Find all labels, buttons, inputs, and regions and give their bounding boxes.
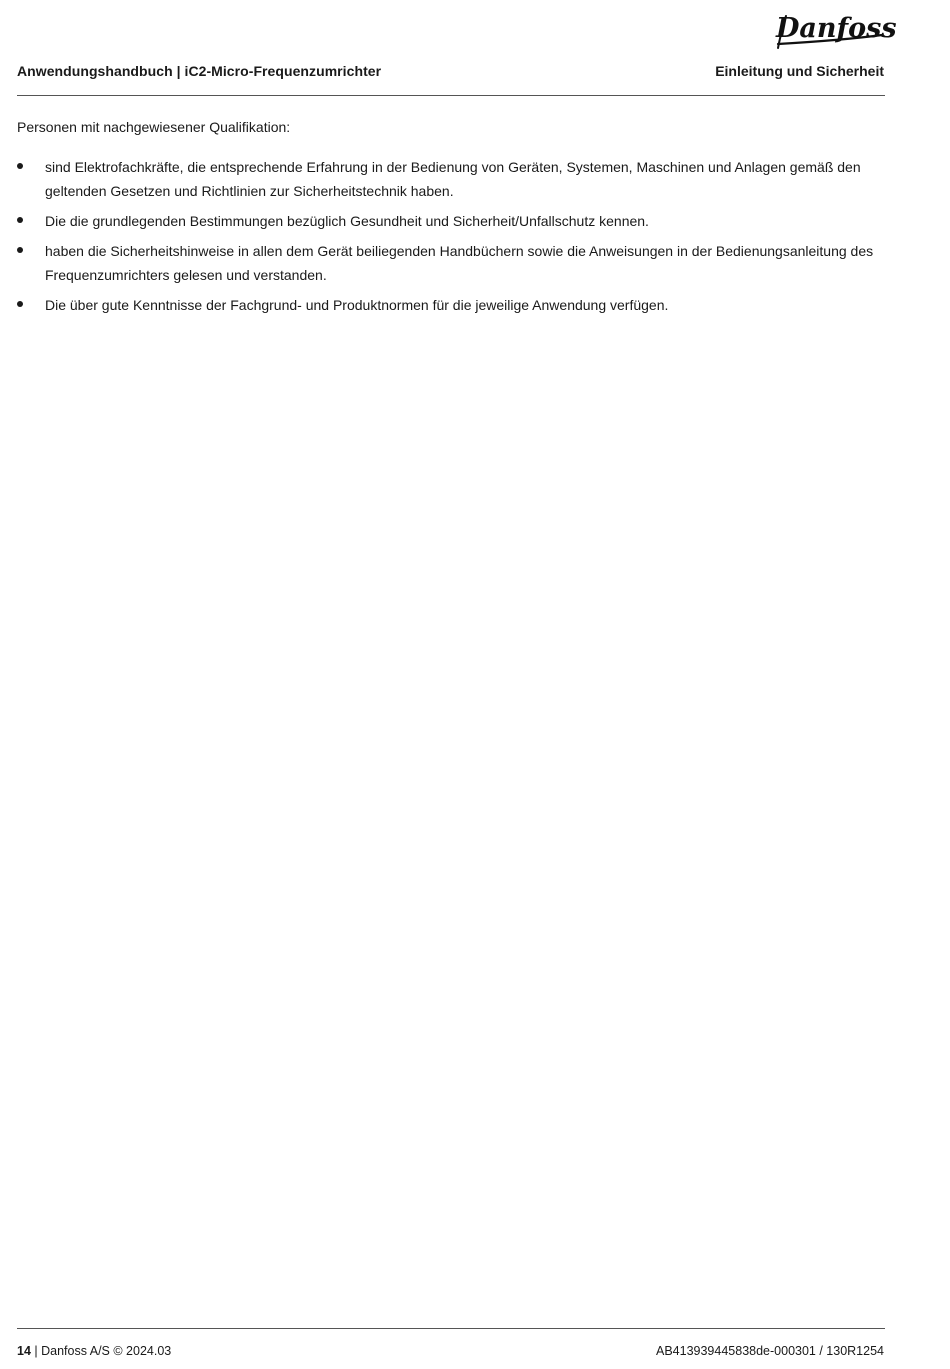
header-document-title: Anwendungshandbuch | iC2-Micro-Frequenzumrichter [17,63,382,79]
list-item [17,209,885,233]
list-item-text: haben die Sicherheitshinweise in allen dem Gerät beiliegenden Handbüchern sowie die Anweisungen in der Bedienungsanleitung des Frequenzumrichters gelesen und verstanden. [45,243,874,283]
list-item [17,293,885,317]
page-number: 14 [17,1344,31,1358]
footer-divider [17,1328,885,1329]
danfoss-logo [772,8,897,52]
header-divider [17,95,885,96]
bullet-icon [17,217,23,223]
header-section-title: Einleitung und Sicherheit [715,63,884,79]
list-item-text: Die über gute Kenntnisse der Fachgrund- und Produktnormen für die jeweilige Anwendung verfügen. [45,297,669,313]
list-item [17,239,885,287]
list-item [17,155,885,203]
bullet-icon [17,301,23,307]
list-item-text: Die die grundlegenden Bestimmungen bezüglich Gesundheit und Sicherheit/Unfallschutz kennen. [45,213,649,229]
footer-left [17,1344,171,1358]
list-item-text: sind Elektrofachkräfte, die entsprechende Erfahrung in der Bedienung von Geräten, Systemen, Maschinen und Anlagen gemäß den geltenden Gesetzen und Richtlinien zur Sicherheitstechnik haben. [45,159,861,199]
svg-text:Danfoss: Danfoss [776,13,897,44]
bullet-icon [17,163,23,169]
footer-document-id: AB413939445838de-000301 / 130R1254 [656,1344,884,1358]
intro-paragraph: Personen mit nachgewiesener Qualifikation: [17,119,291,135]
footer-copyright: | Danfoss A/S © 2024.03 [30,1344,172,1358]
qualification-list [17,155,885,323]
bullet-icon [17,247,23,253]
